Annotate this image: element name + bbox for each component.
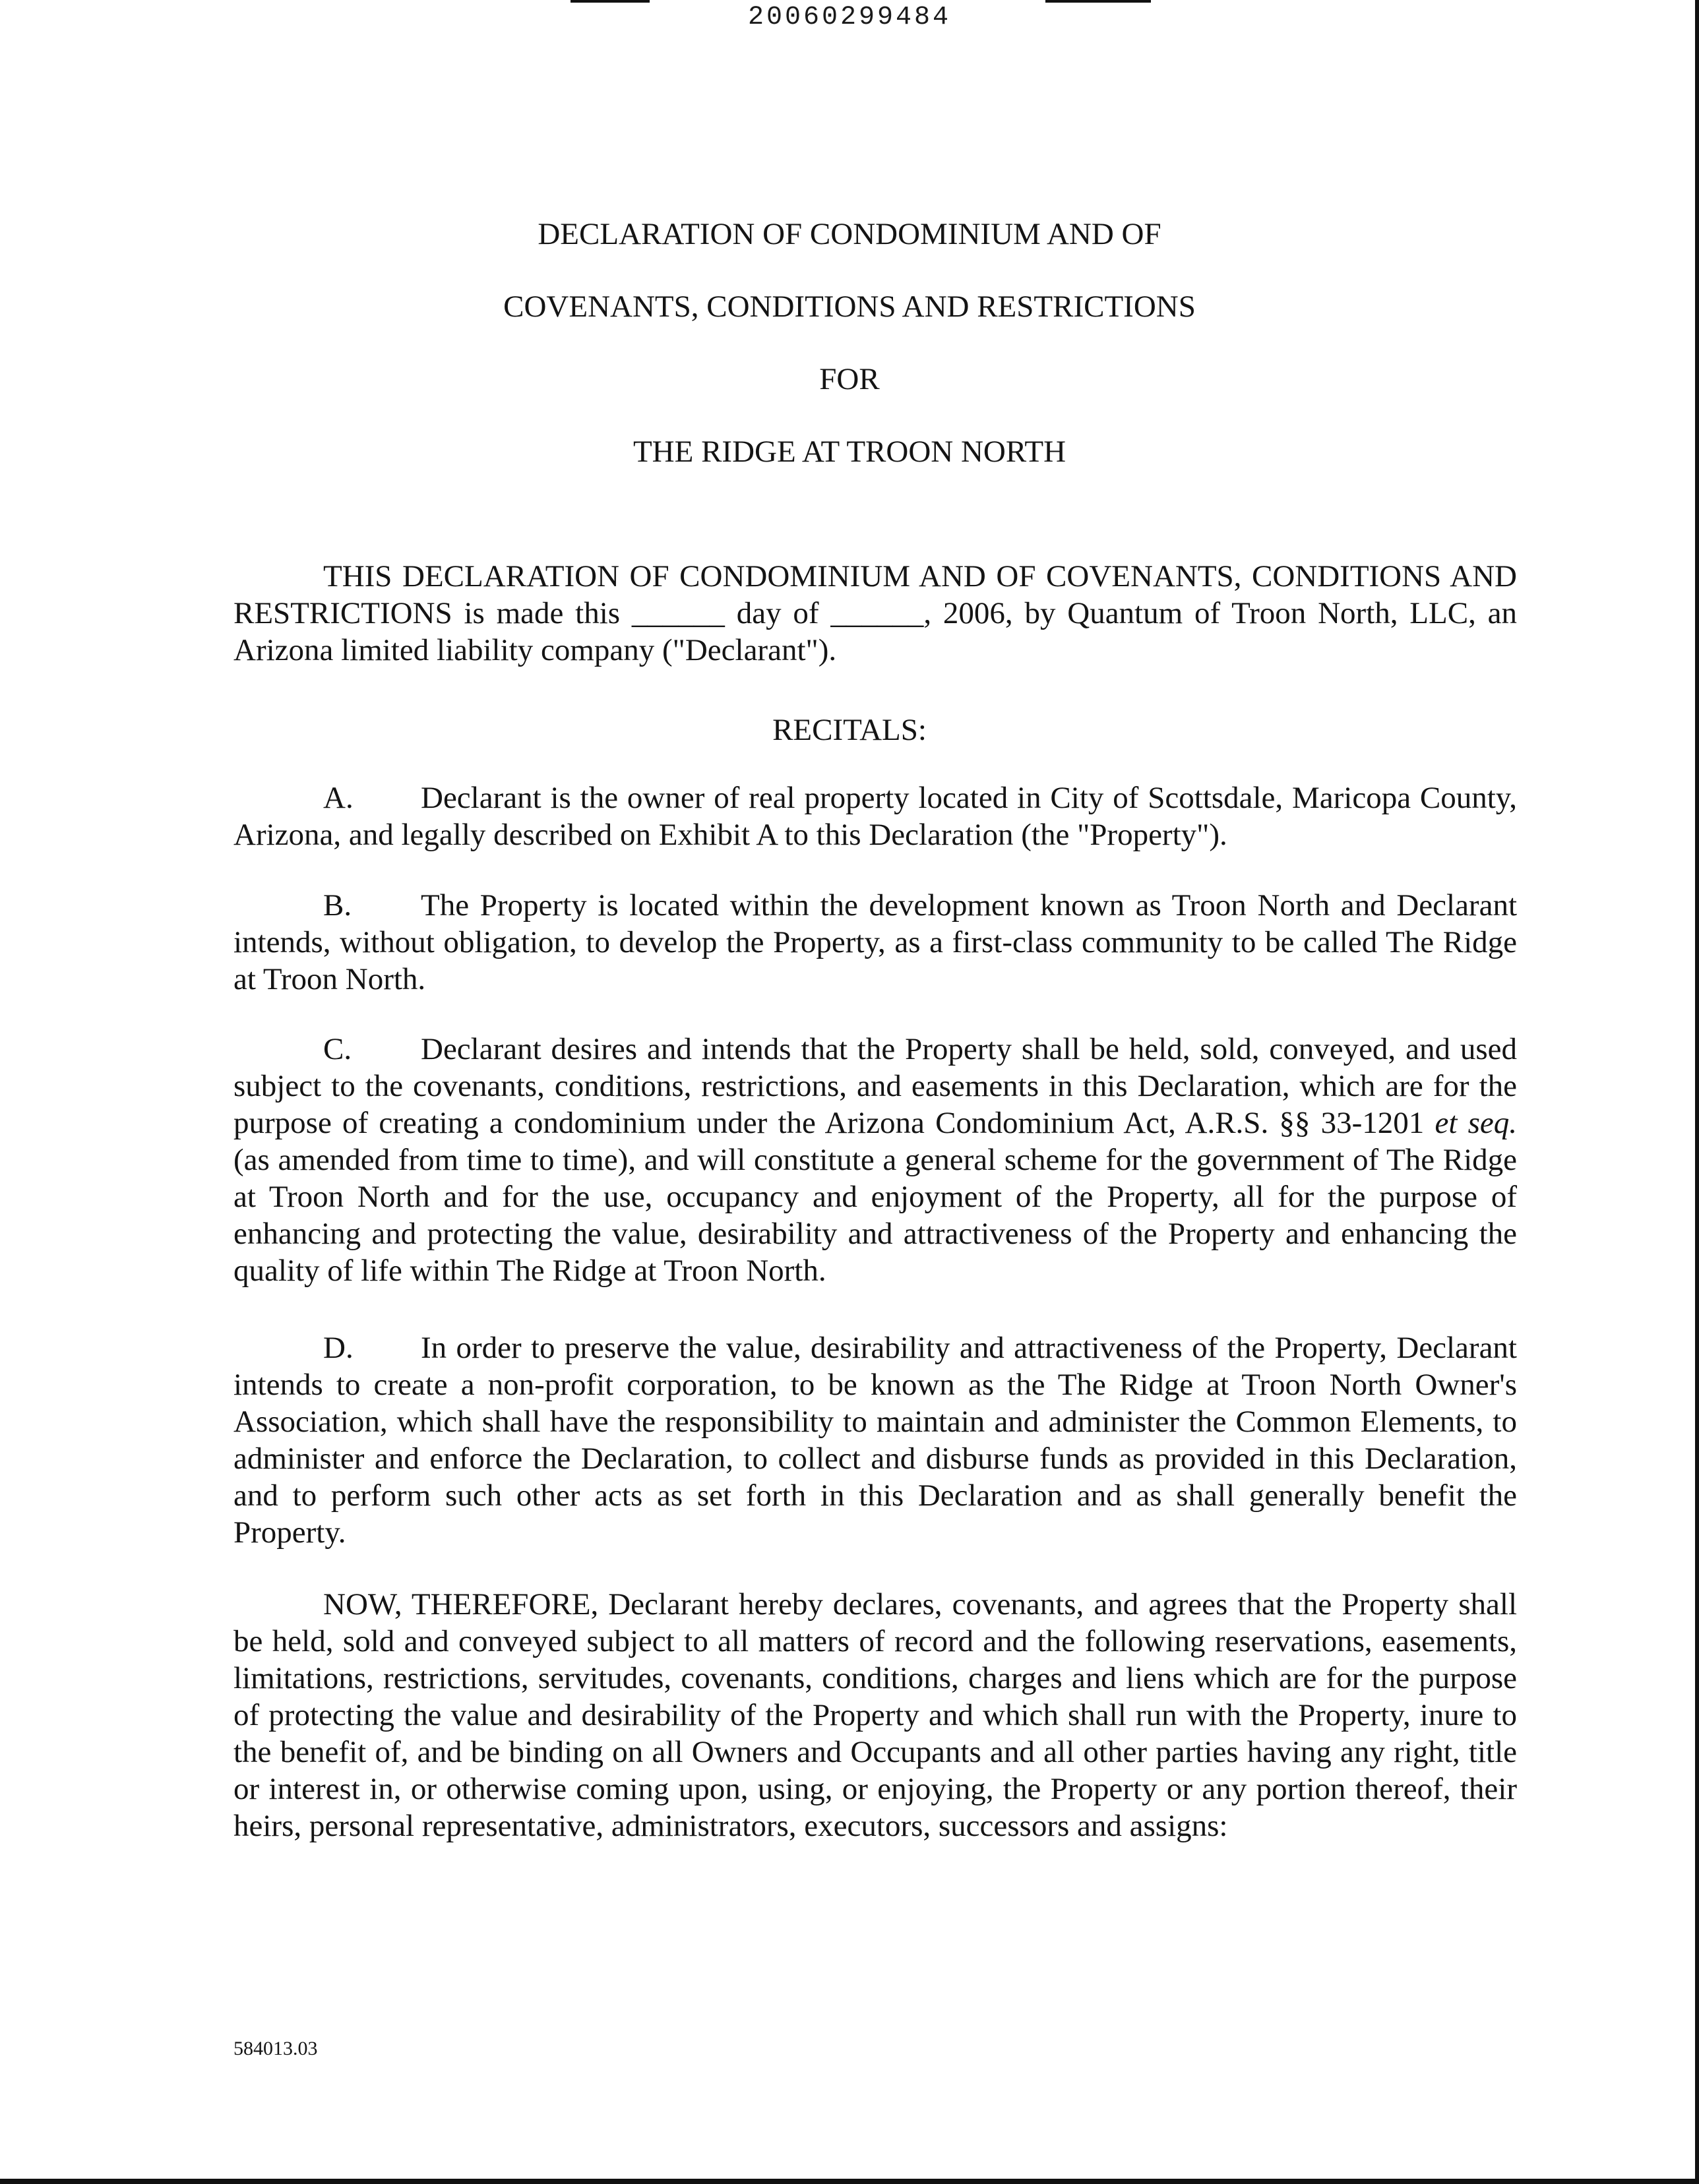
now-therefore-paragraph: NOW, THEREFORE, Declarant hereby declares, covenants, and agrees that the Property shall be held, sold and conveyed subject to all matters of record and the following reservations, easements, limitations, restrictions, servitudes, covenants, conditions, charges and liens which are for the purpose of protecting the value and desirability of the Property and which shall run with the Property, inure to the benefit of, and be binding on all Owners and Occupants and all other parties having any right, title or interest in, or otherwise coming upon, using, or enjoying, the Property or any portion thereof, their heirs, personal representative, administrators, executors, successors and assigns: [233, 1587, 1517, 1843]
recital-b [233, 887, 1517, 998]
intro-paragraph-block [233, 558, 1517, 669]
recital-d-label: D. [323, 1331, 354, 1365]
recital-d-text: In order to preserve the value, desirability and attractiveness of the Property, Declarant intends to create a non-profit corporation, to be known as the The Ridge at Troon North Owner's Association, which shall have the responsibility to maintain and administer the Common Elements, to administer and enforce the Declaration, to collect and disburse funds as provided in this Declaration, and to perform such other acts as set forth in this Declaration and as shall generally benefit the Property. [233, 1331, 1517, 1550]
intro-paragraph: THIS DECLARATION OF CONDOMINIUM AND OF COVENANTS, CONDITIONS AND RESTRICTIONS is made this ______ day of ______, 2006, by Quantum of Troon North, LLC, an Arizona limited liability company ("Declarant"). [233, 559, 1517, 667]
recitals-heading: RECITALS: [772, 713, 927, 747]
recital-a [233, 779, 1517, 853]
recital-b-label: B. [323, 888, 352, 923]
scan-border-bottom [0, 2179, 1699, 2184]
document-title [0, 198, 1699, 488]
title-line-3: FOR [819, 362, 880, 396]
title-line-4: THE RIDGE AT TROON NORTH [633, 435, 1066, 469]
document-id: 584013.03 [233, 2038, 318, 2059]
recital-b-block [233, 887, 1517, 998]
now-therefore-block [233, 1586, 1517, 1844]
recording-number: 20060299484 [747, 3, 952, 32]
title-line-2: COVENANTS, CONDITIONS AND RESTRICTIONS [503, 289, 1196, 324]
recital-c-label: C. [323, 1032, 352, 1066]
recital-b-text: The Property is located within the development known as Troon North and Declarant intends, without obligation, to develop the Property, as a first-class community to be called The Ridge at Troon North. [233, 888, 1517, 996]
recital-a-block [233, 779, 1517, 853]
recital-d [233, 1329, 1517, 1551]
recital-c-block [233, 1031, 1517, 1289]
recital-a-text: Declarant is the owner of real property located in City of Scottsdale, Maricopa County, Arizona, and legally described on Exhibit A to this Declaration (the "Property"). [233, 781, 1517, 852]
recital-a-label: A. [323, 781, 354, 815]
recital-d-block [233, 1329, 1517, 1551]
recital-c-text-before: Declarant desires and intends that the Property shall be held, sold, conveyed, and used subject to the covenants, conditions, restrictions, and easements in this Declaration, which are for the purpose of creating a condominium under the Arizona Condominium Act, A.R.S. §§ 33-1201 [233, 1032, 1517, 1140]
recital-c [233, 1031, 1517, 1289]
title-line-1: DECLARATION OF CONDOMINIUM AND OF [538, 217, 1161, 251]
recital-c-text-italic: et seq. [1435, 1106, 1517, 1140]
recital-c-text-after: (as amended from time to time), and will constitute a general scheme for the government of The Ridge at Troon North and for the use, occupancy and enjoyment of the Property, all for the purpose of enhancing and protecting the value, desirability and attractiveness of the Property and enhancing the quality of life within The Ridge at Troon North. [233, 1143, 1517, 1288]
